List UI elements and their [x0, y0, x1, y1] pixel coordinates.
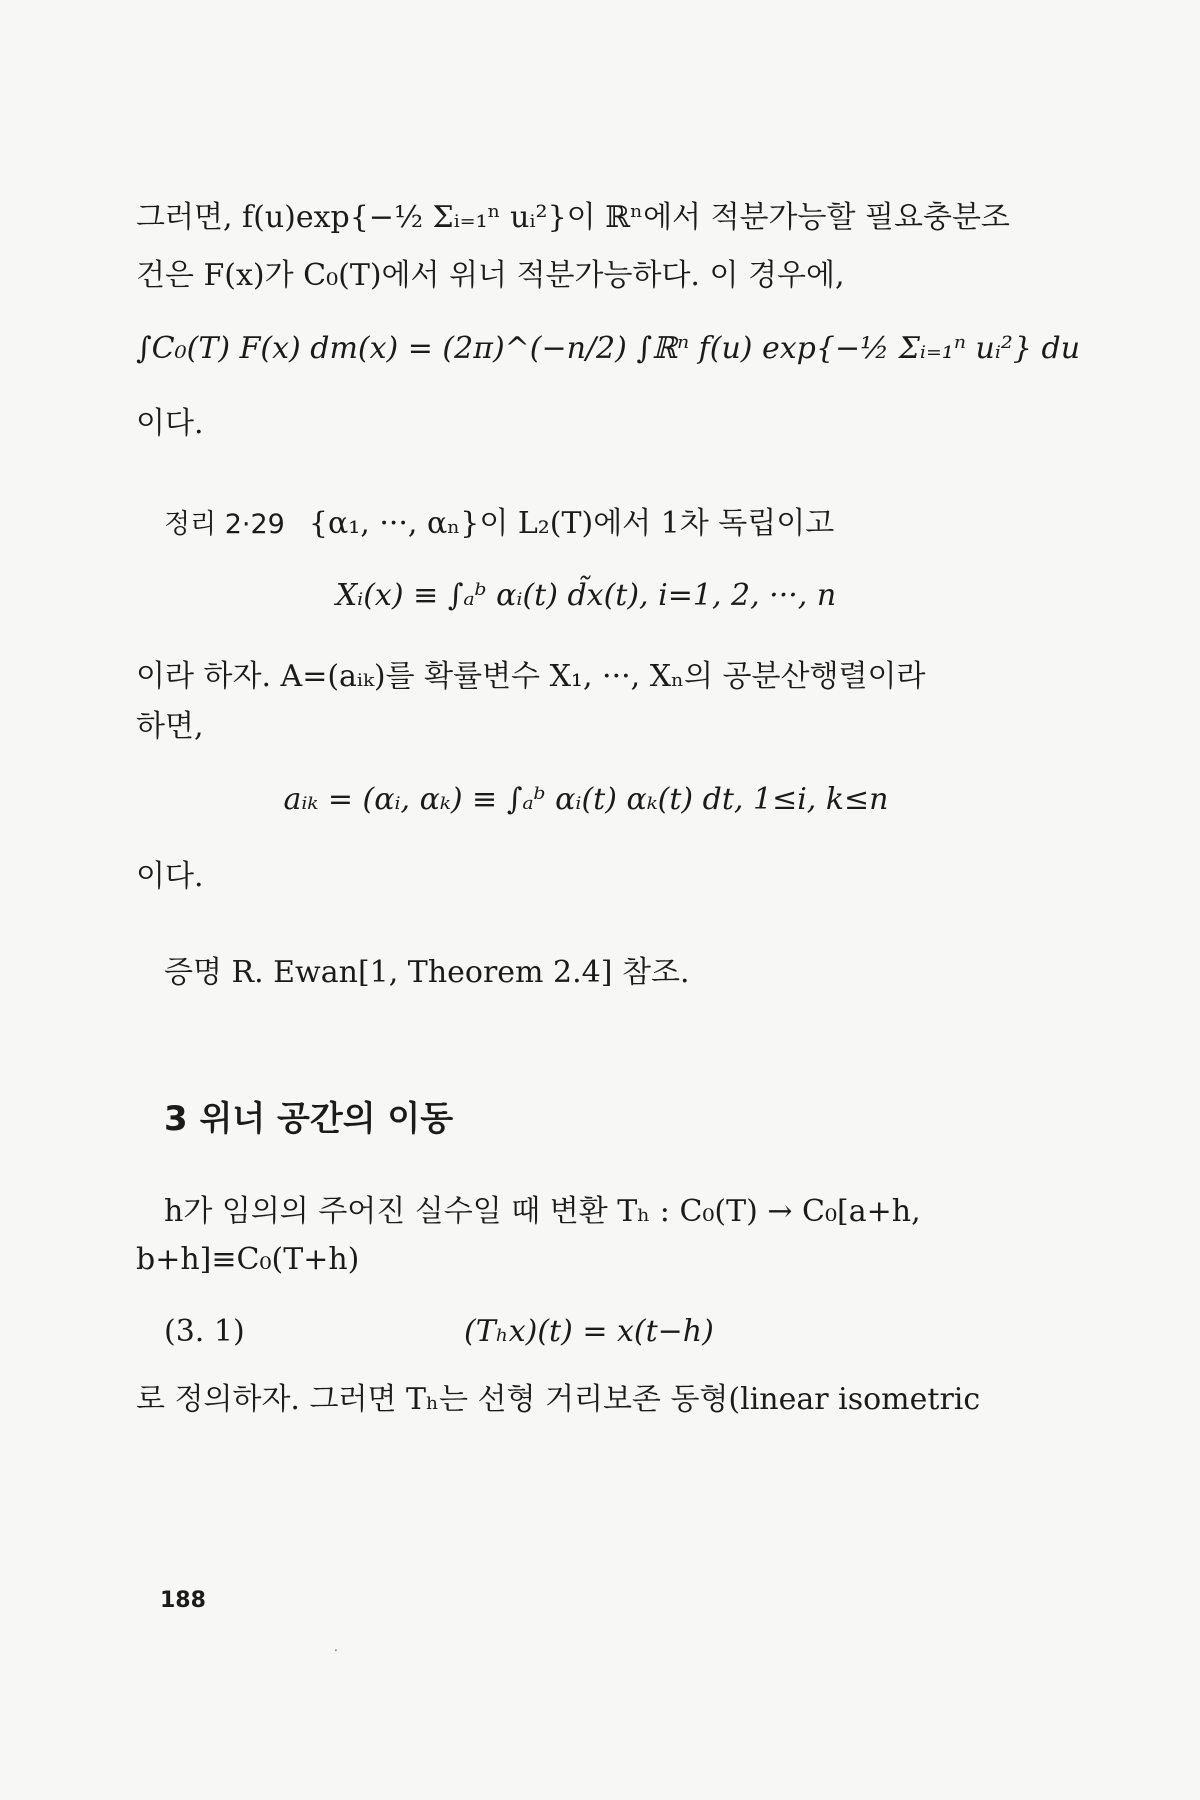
theorem-2-29 — [136, 502, 1036, 547]
page-number: 188 — [160, 1588, 206, 1613]
equation-covariance: aᵢₖ = (αᵢ, αₖ) ≡ ∫ₐᵇ αᵢ(t) αₖ(t) dt, 1≤i, k≤n — [283, 782, 889, 817]
section-heading: 3 위너 공간의 이동 — [164, 1099, 454, 1139]
theorem-text: {α₁, ···, αₙ}이 L₂(T)에서 1차 독립이고 — [308, 506, 835, 541]
equation-body: (Tₕx)(t) = x(t−h) — [464, 1314, 714, 1349]
equation-Xi-definition: Xᵢ(x) ≡ ∫ₐᵇ αᵢ(t) d̃x(t), i=1, 2, ···, n — [335, 578, 837, 613]
equation-translation — [136, 1310, 1036, 1354]
paragraph-line: b+h]≡C₀(T+h) — [136, 1242, 360, 1277]
paragraph-line: 로 정의하자. 그러면 Tₕ는 선형 거리보존 동형(linear isometric — [136, 1382, 981, 1417]
paragraph-line: 그러면, f(u)exp{−½ Σᵢ₌₁ⁿ uᵢ²}이 ℝⁿ에서 적분가능할 필요충분조 — [136, 200, 1010, 235]
page-body — [136, 196, 1081, 1422]
equation-number: (3. 1) — [164, 1314, 245, 1349]
paragraph-line: 이다. — [136, 859, 204, 894]
theorem-label: 정리 2·29 — [164, 509, 285, 540]
paragraph-line: 이다. — [136, 406, 204, 441]
paragraph-line: 하면, — [136, 709, 204, 744]
equation-wiener-integral: ∫C₀(T) F(x) dm(x) = (2π)^(−n/2) ∫ℝⁿ f(u) exp{−½ Σᵢ₌₁ⁿ uᵢ²} du — [136, 331, 1081, 366]
proof-reference: 증명 R. Ewan[1, Theorem 2.4] 참조. — [164, 955, 690, 990]
paragraph-line: 건은 F(x)가 C₀(T)에서 위너 적분가능하다. 이 경우에, — [136, 258, 845, 293]
paragraph-line: h가 임의의 주어진 실수일 때 변환 Tₕ : C₀(T) → C₀[a+h, — [164, 1194, 921, 1229]
stray-dot: . — [334, 1640, 338, 1654]
paragraph-line: 이라 하자. A=(aᵢₖ)를 확률변수 X₁, ···, Xₙ의 공분산행렬이라 — [136, 659, 926, 694]
